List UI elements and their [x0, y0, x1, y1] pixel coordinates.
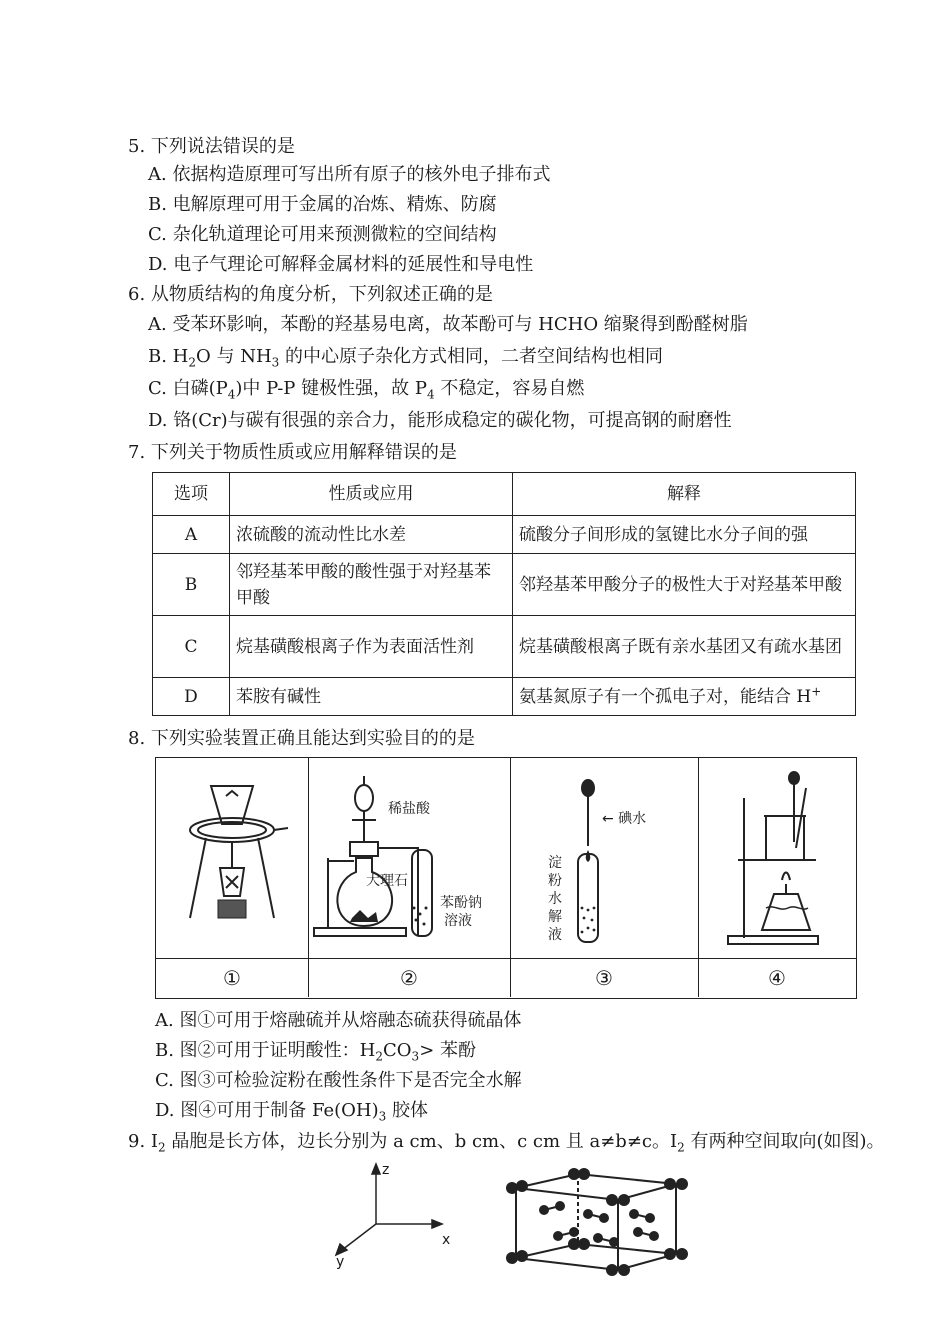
q9-stem [128, 1131, 885, 1153]
q8-option-b-part3: > 苯酚 [419, 1040, 476, 1061]
q9-stem-part3: 有两种空间取向(如图)。 [684, 1131, 885, 1152]
table-header-explanation: 解释 [513, 473, 856, 516]
q8-option-d-part2: 胶体 [386, 1100, 428, 1121]
table-cell-explanation-text: 氨基氮原子有一个孤电子对，能结合 H [519, 686, 812, 707]
q8-stem: 8. 下列实验装置正确且能达到实验目的的是 [128, 728, 475, 749]
q9-stem-sub2: 2 [677, 1140, 685, 1155]
axis-label-z: z [382, 1162, 390, 1178]
q6-option-c-part1: C. 白磷(P [148, 378, 228, 399]
q7-table [152, 472, 856, 716]
table-cell-property: 邻羟基苯甲酸的酸性强于对羟基苯甲酸 [230, 554, 513, 616]
label-starch-char: 水 [548, 891, 562, 907]
figure-label-1: ① [156, 958, 309, 997]
label-starch-char: 液 [548, 927, 562, 943]
table-cell-option: A [153, 516, 230, 554]
axis-label-x: x [442, 1232, 451, 1248]
table-cell-explanation: 烷基磺酸根离子既有亲水基团又有疏水基团 [513, 616, 856, 678]
q6-option-d: D. 铬(Cr)与碳有很强的亲合力，能形成稳定的碳化物，可提高钢的耐磨性 [148, 410, 732, 431]
table-cell-property: 苯胺有碱性 [230, 678, 513, 716]
beaker-burner-apparatus-icon [698, 758, 856, 958]
figure-label-3: ③ [510, 958, 699, 997]
figure-1-cell [156, 758, 309, 958]
q8-option-a: A. 图①可用于熔融硫并从熔融态硫获得硫晶体 [155, 1010, 522, 1031]
table-header-property: 性质或应用 [230, 473, 513, 516]
q6-option-c [148, 378, 584, 400]
q8-option-d [155, 1100, 428, 1122]
q5-option-a: A. 依据构造原理可写出所有原子的核外电子排布式 [148, 164, 551, 185]
figure-2-cell [308, 758, 511, 958]
q8-option-b-part2: CO [383, 1040, 412, 1061]
table-row [153, 616, 856, 678]
q6-option-a: A. 受苯环影响，苯酚的羟基易电离，故苯酚可与 HCHO 缩聚得到酚醛树脂 [148, 314, 748, 335]
q6-option-c-part2: )中 P-P 键极性强，故 P [235, 378, 427, 399]
q6-option-b-part3: 的中心原子杂化方式相同，二者空间结构也相同 [279, 346, 664, 367]
q6-option-c-sub2: 4 [426, 387, 435, 402]
q6-option-b-sub1: 2 [188, 355, 197, 370]
h-plus-sup: + [811, 683, 822, 698]
q6-option-b [148, 346, 663, 368]
q5-option-d: D. 电子气理论可解释金属材料的延展性和导电性 [148, 254, 534, 275]
q6-option-b-part1: B. H [148, 346, 189, 367]
q6-option-c-sub1: 4 [227, 387, 236, 402]
figure-label-2: ② [308, 958, 511, 997]
table-cell-property: 浓硫酸的流动性比水差 [230, 516, 513, 554]
figure-label-4: ④ [698, 958, 856, 997]
label-sodium-phenolate-2: 溶液 [444, 913, 472, 929]
q9-stem-sub1: 2 [158, 1140, 166, 1155]
table-cell-explanation: 硫酸分子间形成的氢键比水分子间的强 [513, 516, 856, 554]
label-starch-char: 解 [548, 909, 562, 925]
q8-option-b-sub2: 3 [411, 1049, 420, 1064]
q6-stem: 6. 从物质结构的角度分析，下列叙述正确的是 [128, 284, 493, 305]
q8-option-d-sub: 3 [378, 1109, 387, 1124]
label-marble: 大理石 [366, 873, 408, 889]
axis-label-y: y [336, 1254, 345, 1270]
label-dilute-hcl: 稀盐酸 [388, 801, 430, 817]
table-cell-option: D [153, 678, 230, 716]
table-cell-explanation [513, 678, 856, 716]
table-cell-explanation: 邻羟基苯甲酸分子的极性大于对羟基苯甲酸 [513, 554, 856, 616]
label-starch-char: 粉 [548, 873, 562, 889]
test-tube-dropper-icon [510, 758, 698, 958]
q5-option-c: C. 杂化轨道理论可用来预测微粒的空间结构 [148, 224, 497, 245]
q6-option-c-part3: 不稳定，容易自燃 [434, 378, 585, 399]
q9-stem-part1: 9. I [128, 1131, 159, 1152]
label-starch-char: 淀 [548, 855, 562, 871]
q5-option-b: B. 电解原理可用于金属的冶炼、精炼、防腐 [148, 194, 497, 215]
q8-option-b [155, 1040, 476, 1062]
table-row [153, 678, 856, 716]
q8-option-b-part1: B. 图②可用于证明酸性：H [155, 1040, 376, 1061]
q9-stem-part2: 晶胞是长方体，边长分别为 a cm、b cm、c cm 且 a≠b≠c。I [165, 1131, 678, 1152]
table-row [153, 554, 856, 616]
table-cell-option: B [153, 554, 230, 616]
figure-3-cell [510, 758, 699, 958]
q7-stem: 7. 下列关于物质性质或应用解释错误的是 [128, 442, 457, 463]
q8-option-d-part1: D. 图④可用于制备 Fe(OH) [155, 1100, 379, 1121]
iodine-crystal-cell-icon [498, 1160, 698, 1280]
q6-option-b-part2: O 与 NH [196, 346, 272, 367]
q6-option-b-sub2: 3 [271, 355, 280, 370]
label-starch-hydrolysate [548, 854, 564, 944]
figure-4-cell [698, 758, 856, 958]
table-cell-option: C [153, 616, 230, 678]
table-cell-property: 烷基磺酸根离子作为表面活性剂 [230, 616, 513, 678]
funnel-ring-apparatus-icon [156, 758, 308, 958]
gas-generator-apparatus-icon [308, 758, 510, 958]
q8-option-b-sub1: 2 [375, 1049, 384, 1064]
q5-stem: 5. 下列说法错误的是 [128, 136, 295, 157]
label-sodium-phenolate-1: 苯酚钠 [440, 895, 482, 911]
table-header-row [153, 473, 856, 516]
q8-option-c: C. 图③可检验淀粉在酸性条件下是否完全水解 [155, 1070, 522, 1091]
table-row [153, 516, 856, 554]
table-header-option: 选项 [153, 473, 230, 516]
q8-figure-panel [155, 757, 857, 999]
label-iodine-water: ← 碘水 [602, 811, 647, 827]
